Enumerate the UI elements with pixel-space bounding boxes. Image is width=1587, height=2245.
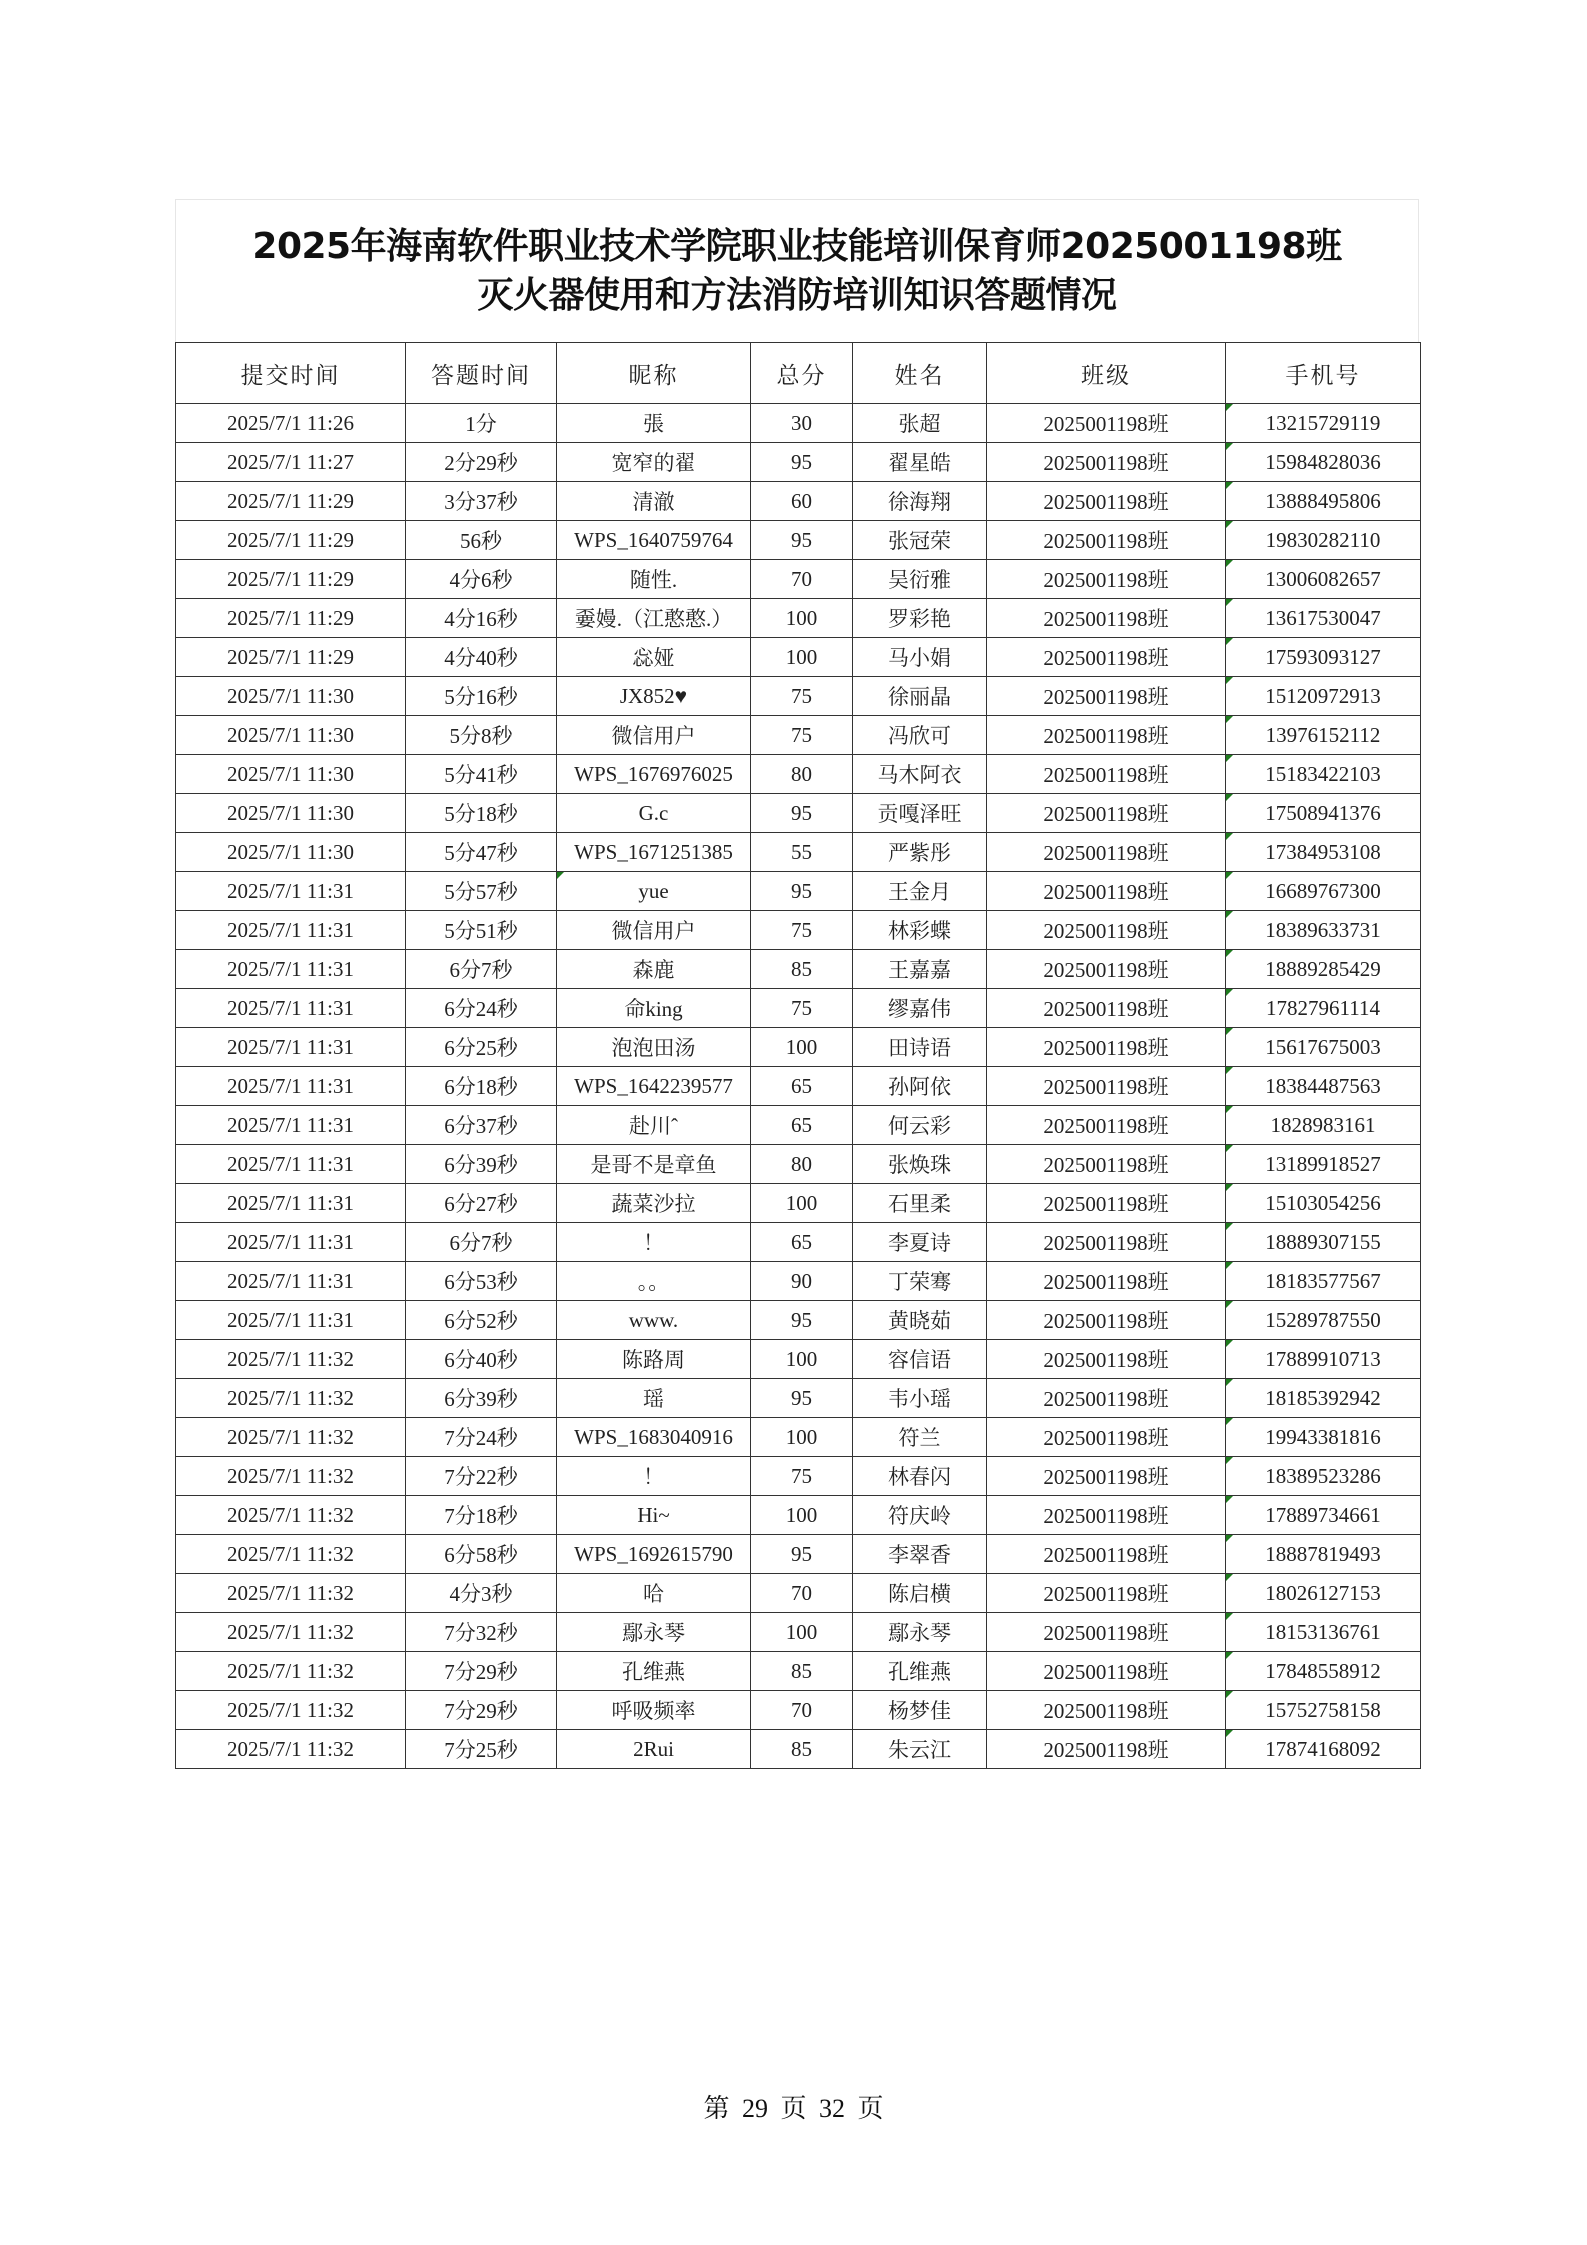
cell-total-score: 30 [751,404,853,443]
cell-name: 翟星皓 [853,443,987,482]
header-class: 班级 [987,343,1226,404]
cell-name: 马木阿衣 [853,755,987,794]
table-row [176,1652,1421,1691]
table-row [176,599,1421,638]
cell-answer-duration: 5分18秒 [406,794,557,833]
table-row [176,1028,1421,1067]
header-total-score: 总分 [751,343,853,404]
table-row [176,950,1421,989]
table-row [176,989,1421,1028]
cell-submit-time: 2025/7/1 11:30 [176,677,406,716]
cell-answer-duration: 1分 [406,404,557,443]
cell-submit-time: 2025/7/1 11:29 [176,599,406,638]
cell-name: 符兰 [853,1418,987,1457]
cell-submit-time: 2025/7/1 11:29 [176,482,406,521]
cell-submit-time: 2025/7/1 11:31 [176,1262,406,1301]
cell-total-score: 100 [751,1340,853,1379]
cell-class: 2025001198班 [987,755,1226,794]
cell-class: 2025001198班 [987,1652,1226,1691]
cell-name: 马小娟 [853,638,987,677]
cell-total-score: 95 [751,521,853,560]
table-body [176,404,1421,1769]
cell-answer-duration: 6分40秒 [406,1340,557,1379]
cell-submit-time: 2025/7/1 11:31 [176,1301,406,1340]
cell-nickname: G.c [557,794,751,833]
table-row [176,1262,1421,1301]
cell-nickname: ！ [557,1457,751,1496]
cell-nickname: WPS_1671251385 [557,833,751,872]
cell-phone: 17827961114 [1226,989,1421,1028]
cell-class: 2025001198班 [987,1379,1226,1418]
cell-answer-duration: 6分39秒 [406,1379,557,1418]
cell-nickname: Hi~ [557,1496,751,1535]
cell-name: 徐丽晶 [853,677,987,716]
cell-name: 张冠荣 [853,521,987,560]
cell-total-score: 100 [751,1184,853,1223]
cell-answer-duration: 7分29秒 [406,1652,557,1691]
cell-name: 陈启横 [853,1574,987,1613]
cell-name: 黄晓茹 [853,1301,987,1340]
cell-phone: 13006082657 [1226,560,1421,599]
cell-answer-duration: 2分29秒 [406,443,557,482]
cell-nickname: 蔬菜沙拉 [557,1184,751,1223]
cell-class: 2025001198班 [987,1496,1226,1535]
cell-answer-duration: 4分3秒 [406,1574,557,1613]
cell-total-score: 65 [751,1106,853,1145]
header-phone: 手机号 [1226,343,1421,404]
cell-nickname: ！ [557,1223,751,1262]
cell-class: 2025001198班 [987,833,1226,872]
cell-phone: 15183422103 [1226,755,1421,794]
cell-name: 缪嘉伟 [853,989,987,1028]
cell-answer-duration: 7分18秒 [406,1496,557,1535]
cell-answer-duration: 7分25秒 [406,1730,557,1769]
cell-nickname: WPS_1683040916 [557,1418,751,1457]
cell-name: 李夏诗 [853,1223,987,1262]
cell-class: 2025001198班 [987,1691,1226,1730]
cell-total-score: 65 [751,1067,853,1106]
cell-answer-duration: 6分7秒 [406,1223,557,1262]
cell-phone: 17874168092 [1226,1730,1421,1769]
cell-answer-duration: 7分24秒 [406,1418,557,1457]
cell-class: 2025001198班 [987,1340,1226,1379]
cell-name: 符庆岭 [853,1496,987,1535]
cell-submit-time: 2025/7/1 11:30 [176,794,406,833]
cell-submit-time: 2025/7/1 11:32 [176,1730,406,1769]
cell-phone: 18026127153 [1226,1574,1421,1613]
cell-name: 王金月 [853,872,987,911]
cell-submit-time: 2025/7/1 11:32 [176,1457,406,1496]
cell-answer-duration: 6分7秒 [406,950,557,989]
cell-class: 2025001198班 [987,443,1226,482]
cell-class: 2025001198班 [987,1301,1226,1340]
cell-class: 2025001198班 [987,1184,1226,1223]
cell-class: 2025001198班 [987,911,1226,950]
cell-total-score: 65 [751,1223,853,1262]
cell-class: 2025001198班 [987,1457,1226,1496]
cell-submit-time: 2025/7/1 11:29 [176,638,406,677]
table-row [176,872,1421,911]
table-row [176,716,1421,755]
cell-answer-duration: 5分41秒 [406,755,557,794]
cell-answer-duration: 5分8秒 [406,716,557,755]
cell-nickname: 赴川ˆ [557,1106,751,1145]
cell-phone: 19830282110 [1226,521,1421,560]
cell-total-score: 55 [751,833,853,872]
cell-class: 2025001198班 [987,638,1226,677]
cell-phone: 15752758158 [1226,1691,1421,1730]
cell-submit-time: 2025/7/1 11:32 [176,1379,406,1418]
cell-nickname: 微信用户 [557,716,751,755]
cell-total-score: 75 [751,911,853,950]
cell-answer-duration: 6分27秒 [406,1184,557,1223]
cell-answer-duration: 5分51秒 [406,911,557,950]
table-row [176,521,1421,560]
cell-total-score: 85 [751,1730,853,1769]
cell-class: 2025001198班 [987,872,1226,911]
cell-name: 孔维燕 [853,1652,987,1691]
cell-total-score: 80 [751,1145,853,1184]
cell-class: 2025001198班 [987,1574,1226,1613]
cell-nickname: 泡泡田汤 [557,1028,751,1067]
cell-submit-time: 2025/7/1 11:30 [176,833,406,872]
cell-submit-time: 2025/7/1 11:32 [176,1652,406,1691]
cell-name: 徐海翔 [853,482,987,521]
cell-phone: 15289787550 [1226,1301,1421,1340]
cell-phone: 18889285429 [1226,950,1421,989]
cell-answer-duration: 6分52秒 [406,1301,557,1340]
cell-total-score: 90 [751,1262,853,1301]
cell-answer-duration: 5分47秒 [406,833,557,872]
cell-total-score: 100 [751,638,853,677]
cell-answer-duration: 6分53秒 [406,1262,557,1301]
cell-phone: 13189918527 [1226,1145,1421,1184]
cell-phone: 17384953108 [1226,833,1421,872]
cell-submit-time: 2025/7/1 11:31 [176,950,406,989]
cell-answer-duration: 3分37秒 [406,482,557,521]
cell-total-score: 60 [751,482,853,521]
cell-submit-time: 2025/7/1 11:32 [176,1418,406,1457]
cell-name: 石里柔 [853,1184,987,1223]
cell-name: 林彩蝶 [853,911,987,950]
table-row [176,677,1421,716]
cell-answer-duration: 7分29秒 [406,1691,557,1730]
cell-nickname: 瑶 [557,1379,751,1418]
cell-answer-duration: 4分16秒 [406,599,557,638]
cell-name: 何云彩 [853,1106,987,1145]
cell-answer-duration: 5分16秒 [406,677,557,716]
cell-answer-duration: 7分22秒 [406,1457,557,1496]
cell-class: 2025001198班 [987,482,1226,521]
cell-nickname: 鄢永琴 [557,1613,751,1652]
cell-submit-time: 2025/7/1 11:32 [176,1496,406,1535]
cell-phone: 13976152112 [1226,716,1421,755]
table-row [176,1106,1421,1145]
cell-nickname: 張 [557,404,751,443]
quiz-results-table [175,342,1421,1769]
cell-total-score: 100 [751,1418,853,1457]
cell-answer-duration: 6分24秒 [406,989,557,1028]
cell-class: 2025001198班 [987,1106,1226,1145]
cell-phone: 15120972913 [1226,677,1421,716]
cell-nickname: 随性. [557,560,751,599]
cell-class: 2025001198班 [987,1067,1226,1106]
cell-total-score: 70 [751,1574,853,1613]
cell-phone: 17889910713 [1226,1340,1421,1379]
cell-total-score: 95 [751,1301,853,1340]
cell-phone: 13617530047 [1226,599,1421,638]
header-nickname: 昵称 [557,343,751,404]
cell-total-score: 100 [751,599,853,638]
cell-phone: 13215729119 [1226,404,1421,443]
cell-phone: 18389523286 [1226,1457,1421,1496]
cell-nickname: JX852♥ [557,677,751,716]
table-row [176,755,1421,794]
cell-nickname: 孔维燕 [557,1652,751,1691]
cell-submit-time: 2025/7/1 11:31 [176,989,406,1028]
cell-submit-time: 2025/7/1 11:32 [176,1613,406,1652]
cell-nickname: WPS_1692615790 [557,1535,751,1574]
cell-class: 2025001198班 [987,560,1226,599]
table-row [176,1184,1421,1223]
cell-total-score: 80 [751,755,853,794]
table-row [176,1574,1421,1613]
cell-class: 2025001198班 [987,794,1226,833]
cell-class: 2025001198班 [987,1028,1226,1067]
cell-total-score: 95 [751,794,853,833]
table-row [176,1691,1421,1730]
cell-nickname: 命king [557,989,751,1028]
cell-submit-time: 2025/7/1 11:29 [176,560,406,599]
cell-nickname: yue [557,872,751,911]
cell-total-score: 70 [751,560,853,599]
cell-class: 2025001198班 [987,1613,1226,1652]
cell-name: 田诗语 [853,1028,987,1067]
cell-phone: 18887819493 [1226,1535,1421,1574]
cell-phone: 16689767300 [1226,872,1421,911]
cell-nickname: 惢娅 [557,638,751,677]
cell-total-score: 75 [751,716,853,755]
table-row [176,1379,1421,1418]
cell-total-score: 95 [751,443,853,482]
table-row [176,911,1421,950]
cell-answer-duration: 5分57秒 [406,872,557,911]
cell-class: 2025001198班 [987,521,1226,560]
cell-submit-time: 2025/7/1 11:31 [176,1106,406,1145]
cell-total-score: 70 [751,1691,853,1730]
cell-nickname: 微信用户 [557,911,751,950]
cell-phone: 17848558912 [1226,1652,1421,1691]
cell-total-score: 75 [751,989,853,1028]
cell-name: 张焕珠 [853,1145,987,1184]
cell-class: 2025001198班 [987,404,1226,443]
cell-phone: 18384487563 [1226,1067,1421,1106]
cell-class: 2025001198班 [987,1535,1226,1574]
cell-total-score: 100 [751,1496,853,1535]
table-row [176,1301,1421,1340]
cell-phone: 19943381816 [1226,1418,1421,1457]
cell-nickname: 哈 [557,1574,751,1613]
cell-phone: 18389633731 [1226,911,1421,950]
table-row [176,1730,1421,1769]
cell-name: 杨梦佳 [853,1691,987,1730]
cell-submit-time: 2025/7/1 11:31 [176,1067,406,1106]
cell-name: 吴衍雅 [853,560,987,599]
table-row [176,1418,1421,1457]
table-row [176,794,1421,833]
cell-answer-duration: 4分40秒 [406,638,557,677]
cell-submit-time: 2025/7/1 11:31 [176,1184,406,1223]
table-row [176,443,1421,482]
cell-answer-duration: 6分37秒 [406,1106,557,1145]
cell-total-score: 85 [751,1652,853,1691]
cell-phone: 15617675003 [1226,1028,1421,1067]
cell-class: 2025001198班 [987,989,1226,1028]
cell-submit-time: 2025/7/1 11:27 [176,443,406,482]
cell-name: 孙阿依 [853,1067,987,1106]
cell-class: 2025001198班 [987,1223,1226,1262]
cell-total-score: 95 [751,1535,853,1574]
cell-class: 2025001198班 [987,1262,1226,1301]
cell-nickname: WPS_1642239577 [557,1067,751,1106]
table-row [176,1496,1421,1535]
table-row [176,1457,1421,1496]
cell-name: 林春闪 [853,1457,987,1496]
cell-total-score: 100 [751,1028,853,1067]
cell-submit-time: 2025/7/1 11:31 [176,1145,406,1184]
cell-name: 朱云江 [853,1730,987,1769]
header-name: 姓名 [853,343,987,404]
cell-answer-duration: 7分32秒 [406,1613,557,1652]
table-row [176,1145,1421,1184]
cell-submit-time: 2025/7/1 11:31 [176,872,406,911]
cell-answer-duration: 56秒 [406,521,557,560]
table-row [176,1535,1421,1574]
cell-phone: 15984828036 [1226,443,1421,482]
cell-total-score: 75 [751,677,853,716]
document-title-line-1: 2025年海南软件职业技术学院职业技能培训保育师2025001198班 [252,226,1342,267]
cell-name: 罗彩艳 [853,599,987,638]
cell-nickname: 。。 [557,1262,751,1301]
cell-name: 贡嘎泽旺 [853,794,987,833]
cell-class: 2025001198班 [987,599,1226,638]
cell-class: 2025001198班 [987,1145,1226,1184]
cell-total-score: 75 [751,1457,853,1496]
document-title-box [175,199,1419,342]
cell-nickname: 是哥不是章鱼 [557,1145,751,1184]
cell-phone: 17508941376 [1226,794,1421,833]
table-row [176,1340,1421,1379]
cell-total-score: 95 [751,1379,853,1418]
cell-submit-time: 2025/7/1 11:31 [176,911,406,950]
cell-answer-duration: 6分18秒 [406,1067,557,1106]
cell-name: 丁荣骞 [853,1262,987,1301]
cell-name: 张超 [853,404,987,443]
cell-name: 韦小瑶 [853,1379,987,1418]
cell-answer-duration: 6分58秒 [406,1535,557,1574]
cell-name: 王嘉嘉 [853,950,987,989]
table-row [176,482,1421,521]
table-row [176,1613,1421,1652]
cell-nickname: 陈路周 [557,1340,751,1379]
cell-nickname: 宽窄的翟 [557,443,751,482]
cell-answer-duration: 6分39秒 [406,1145,557,1184]
cell-nickname: 清澈 [557,482,751,521]
cell-phone: 1828983161 [1226,1106,1421,1145]
cell-answer-duration: 6分25秒 [406,1028,557,1067]
table-row [176,1223,1421,1262]
cell-submit-time: 2025/7/1 11:32 [176,1574,406,1613]
cell-phone: 18889307155 [1226,1223,1421,1262]
cell-submit-time: 2025/7/1 11:26 [176,404,406,443]
header-answer-duration: 答题时间 [406,343,557,404]
cell-phone: 17593093127 [1226,638,1421,677]
cell-phone: 13888495806 [1226,482,1421,521]
cell-submit-time: 2025/7/1 11:30 [176,755,406,794]
cell-nickname: 嫑嫚.（江憨憨.） [557,599,751,638]
cell-nickname: 2Rui [557,1730,751,1769]
cell-nickname: WPS_1640759764 [557,521,751,560]
cell-submit-time: 2025/7/1 11:31 [176,1223,406,1262]
cell-total-score: 95 [751,872,853,911]
cell-submit-time: 2025/7/1 11:31 [176,1028,406,1067]
cell-answer-duration: 4分6秒 [406,560,557,599]
table-row [176,560,1421,599]
cell-phone: 18183577567 [1226,1262,1421,1301]
table-row [176,833,1421,872]
cell-phone: 18185392942 [1226,1379,1421,1418]
cell-nickname: www. [557,1301,751,1340]
cell-class: 2025001198班 [987,950,1226,989]
table-row [176,638,1421,677]
cell-name: 李翠香 [853,1535,987,1574]
document-title-line-2: 灭火器使用和方法消防培训知识答题情况 [477,275,1117,316]
cell-name: 冯欣可 [853,716,987,755]
cell-submit-time: 2025/7/1 11:29 [176,521,406,560]
cell-submit-time: 2025/7/1 11:32 [176,1691,406,1730]
cell-nickname: WPS_1676976025 [557,755,751,794]
page-number: 第 29 页 32 页 [703,2094,884,2123]
cell-name: 鄢永琴 [853,1613,987,1652]
cell-class: 2025001198班 [987,677,1226,716]
cell-total-score: 85 [751,950,853,989]
cell-phone: 15103054256 [1226,1184,1421,1223]
table-header-row [176,343,1421,404]
cell-name: 严紫彤 [853,833,987,872]
cell-total-score: 100 [751,1613,853,1652]
header-submit-time: 提交时间 [176,343,406,404]
cell-nickname: 呼吸频率 [557,1691,751,1730]
cell-class: 2025001198班 [987,1730,1226,1769]
cell-submit-time: 2025/7/1 11:32 [176,1535,406,1574]
cell-class: 2025001198班 [987,1418,1226,1457]
cell-phone: 17889734661 [1226,1496,1421,1535]
cell-class: 2025001198班 [987,716,1226,755]
cell-phone: 18153136761 [1226,1613,1421,1652]
cell-submit-time: 2025/7/1 11:30 [176,716,406,755]
cell-name: 容信语 [853,1340,987,1379]
cell-nickname: 森鹿 [557,950,751,989]
cell-submit-time: 2025/7/1 11:32 [176,1340,406,1379]
table-row [176,1067,1421,1106]
table-row [176,404,1421,443]
